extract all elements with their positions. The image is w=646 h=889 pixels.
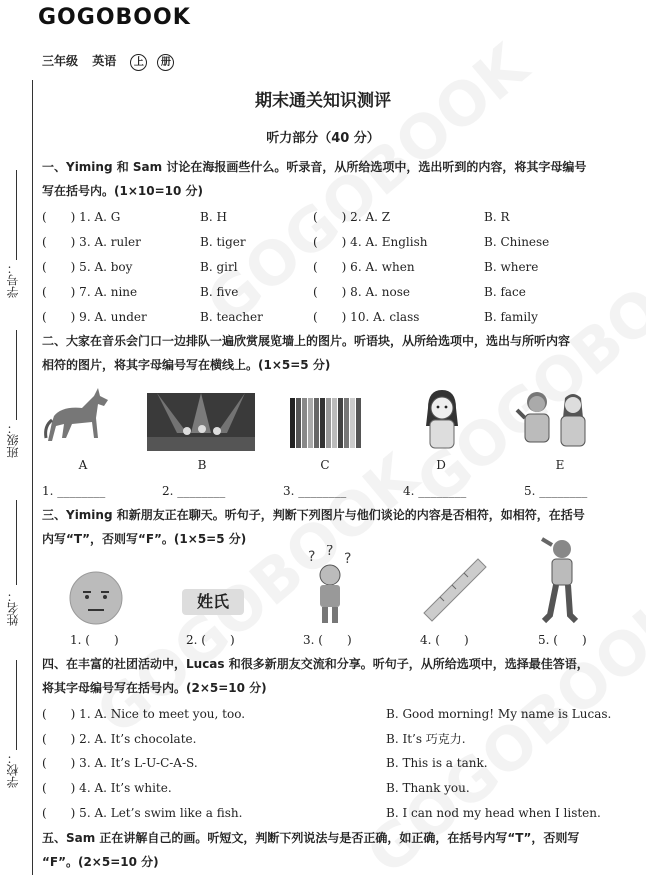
option-b: B. Thank you. xyxy=(386,781,470,796)
section-1-instructions: 一、Yiming 和 Sam 讨论在海报画些什么。听录音，从所给选项中，选出听到的内容，将其字母编号 写在括号内。(1×10=10 分) xyxy=(42,160,587,198)
class-field-line xyxy=(16,330,17,420)
watermark xyxy=(84,441,431,748)
binding-line xyxy=(32,80,33,875)
answer-blank: 3. ________ xyxy=(283,484,347,498)
confused-boy-picture xyxy=(300,545,360,625)
pencil-shape xyxy=(332,398,337,448)
question-item: ( ) 1. A. Nice to meet you, too. xyxy=(42,707,246,721)
page-title: 期末通关知识测评 xyxy=(255,91,391,111)
answer-bracket: 5. ( ) xyxy=(538,633,587,647)
kids-picture xyxy=(515,388,595,452)
option-b: B. where xyxy=(484,260,539,274)
option-b: B. It’s 巧克力. xyxy=(386,731,466,746)
pencil-shape xyxy=(308,398,313,448)
pencil-shape xyxy=(356,398,361,448)
svg-text:?: ? xyxy=(344,551,352,567)
picture-label: C xyxy=(320,458,330,472)
class-field-label: 班级： xyxy=(6,422,20,458)
option-b: B. Good morning! My name is Lucas. xyxy=(386,707,612,721)
question-item: ( ) 4. A. English xyxy=(313,235,428,249)
question-item: ( ) 5. A. Let’s swim like a fish. xyxy=(42,805,243,820)
crayons-picture xyxy=(290,394,362,450)
section-4-instructions: 四、在丰富的社团活动中，Lucas 和很多新朋友交流和分享。听句子，从所给选项中，选择最佳答语， 将其字母编号写在括号内。(2×5=10 分) xyxy=(42,657,589,695)
pencil-shape xyxy=(296,398,301,448)
question-item: ( ) 5. A. boy xyxy=(42,260,133,274)
option-b: B. H xyxy=(200,210,227,224)
horse-picture xyxy=(42,386,117,451)
subject-label: 英语 xyxy=(92,54,117,68)
pencil-shape xyxy=(320,398,325,448)
question-item: ( ) 9. A. under xyxy=(42,310,147,324)
question-item: ( ) 2. A. Z xyxy=(313,210,391,224)
svg-text:?: ? xyxy=(326,545,334,559)
answer-blank: 5. ________ xyxy=(524,484,588,498)
picture-label: D xyxy=(436,458,446,472)
question-item: ( ) 3. A. ruler xyxy=(42,235,141,249)
pencil-shape xyxy=(338,398,343,448)
svg-text:?: ? xyxy=(308,549,316,565)
school-field-line xyxy=(16,660,17,750)
pencil-shape xyxy=(326,398,331,448)
section-2-instructions: 二、大家在音乐会门口一边排队一遍欣赏展览墙上的图片。听语块，从所给选项中，选出与所听内容 相符的图片，将其字母编号写在横线上。(1×5=5 分) xyxy=(42,334,571,372)
option-b: B. R xyxy=(484,210,510,224)
question-item: ( ) 10. A. class xyxy=(313,310,420,324)
section-3-instructions: 三、Yiming 和新朋友正在聊天。听句子，判断下列图片与他们谈论的内容是否相符，如相符，在括号 内写“T”，否则写“F”。(1×5=5 分) xyxy=(42,508,585,546)
question-item: ( ) 1. A. G xyxy=(42,210,121,224)
option-b: B. family xyxy=(484,310,538,324)
answer-bracket: 3. ( ) xyxy=(303,633,352,647)
name-field-line xyxy=(16,500,17,585)
logo: GOGOBOOK xyxy=(38,5,191,30)
question-item: ( ) 4. A. It’s white. xyxy=(42,781,172,796)
dancing-boy-picture xyxy=(540,537,584,627)
volume-mark: 册 xyxy=(157,54,174,71)
picture-label: E xyxy=(555,458,565,472)
pencil-shape xyxy=(350,398,355,448)
question-item: ( ) 7. A. nine xyxy=(42,285,138,299)
question-item: ( ) 2. A. It’s chocolate. xyxy=(42,731,197,746)
pencil-shape xyxy=(314,398,319,448)
answer-blank: 1. ________ xyxy=(42,484,106,498)
grade-subject xyxy=(42,52,184,71)
grade-label: 三年级 xyxy=(42,54,79,68)
picture-label: B xyxy=(197,458,207,472)
question-item: ( ) 8. A. nose xyxy=(313,285,410,299)
option-b: B. This is a tank. xyxy=(386,756,488,771)
answer-bracket: 1. ( ) xyxy=(70,633,119,647)
answer-bracket: 4. ( ) xyxy=(420,633,469,647)
option-b: B. face xyxy=(484,285,526,299)
answer-bracket: 2. ( ) xyxy=(186,633,235,647)
option-b: B. five xyxy=(200,285,239,299)
pencil-shape xyxy=(344,398,349,448)
pencil-shape xyxy=(290,398,295,448)
id-field-label: 学号： xyxy=(6,262,20,298)
surname-sign: 姓氏 xyxy=(182,589,244,615)
option-b: B. I can nod my head when I listen. xyxy=(386,805,601,820)
answer-blank: 2. ________ xyxy=(162,484,226,498)
concert-picture xyxy=(147,393,255,451)
sad-face-picture xyxy=(68,570,124,626)
option-b: B. teacher xyxy=(200,310,263,324)
section-subtitle: 听力部分（40 分） xyxy=(266,131,380,146)
pencil-shape xyxy=(302,398,307,448)
girl-picture xyxy=(420,386,464,450)
question-item: ( ) 6. A. when xyxy=(313,260,415,274)
volume-mark: 上 xyxy=(130,54,147,71)
name-field-label: 姓名： xyxy=(6,590,20,626)
ruler-picture xyxy=(420,557,488,623)
question-item: ( ) 3. A. It’s L-U-C-A-S. xyxy=(42,756,198,771)
option-b: B. Chinese xyxy=(484,235,550,249)
picture-label: A xyxy=(78,458,88,472)
answer-blank: 4. ________ xyxy=(403,484,467,498)
option-b: B. girl xyxy=(200,260,238,274)
id-field-line xyxy=(16,170,17,260)
section-5-instructions: 五、Sam 正在讲解自己的画。听短文，判断下列说法与是否正确，如正确，在括号内写“T”，否则写 “F”。(2×5=10 分) xyxy=(42,831,580,869)
option-b: B. tiger xyxy=(200,235,246,249)
school-field-label: 学校： xyxy=(6,752,20,788)
